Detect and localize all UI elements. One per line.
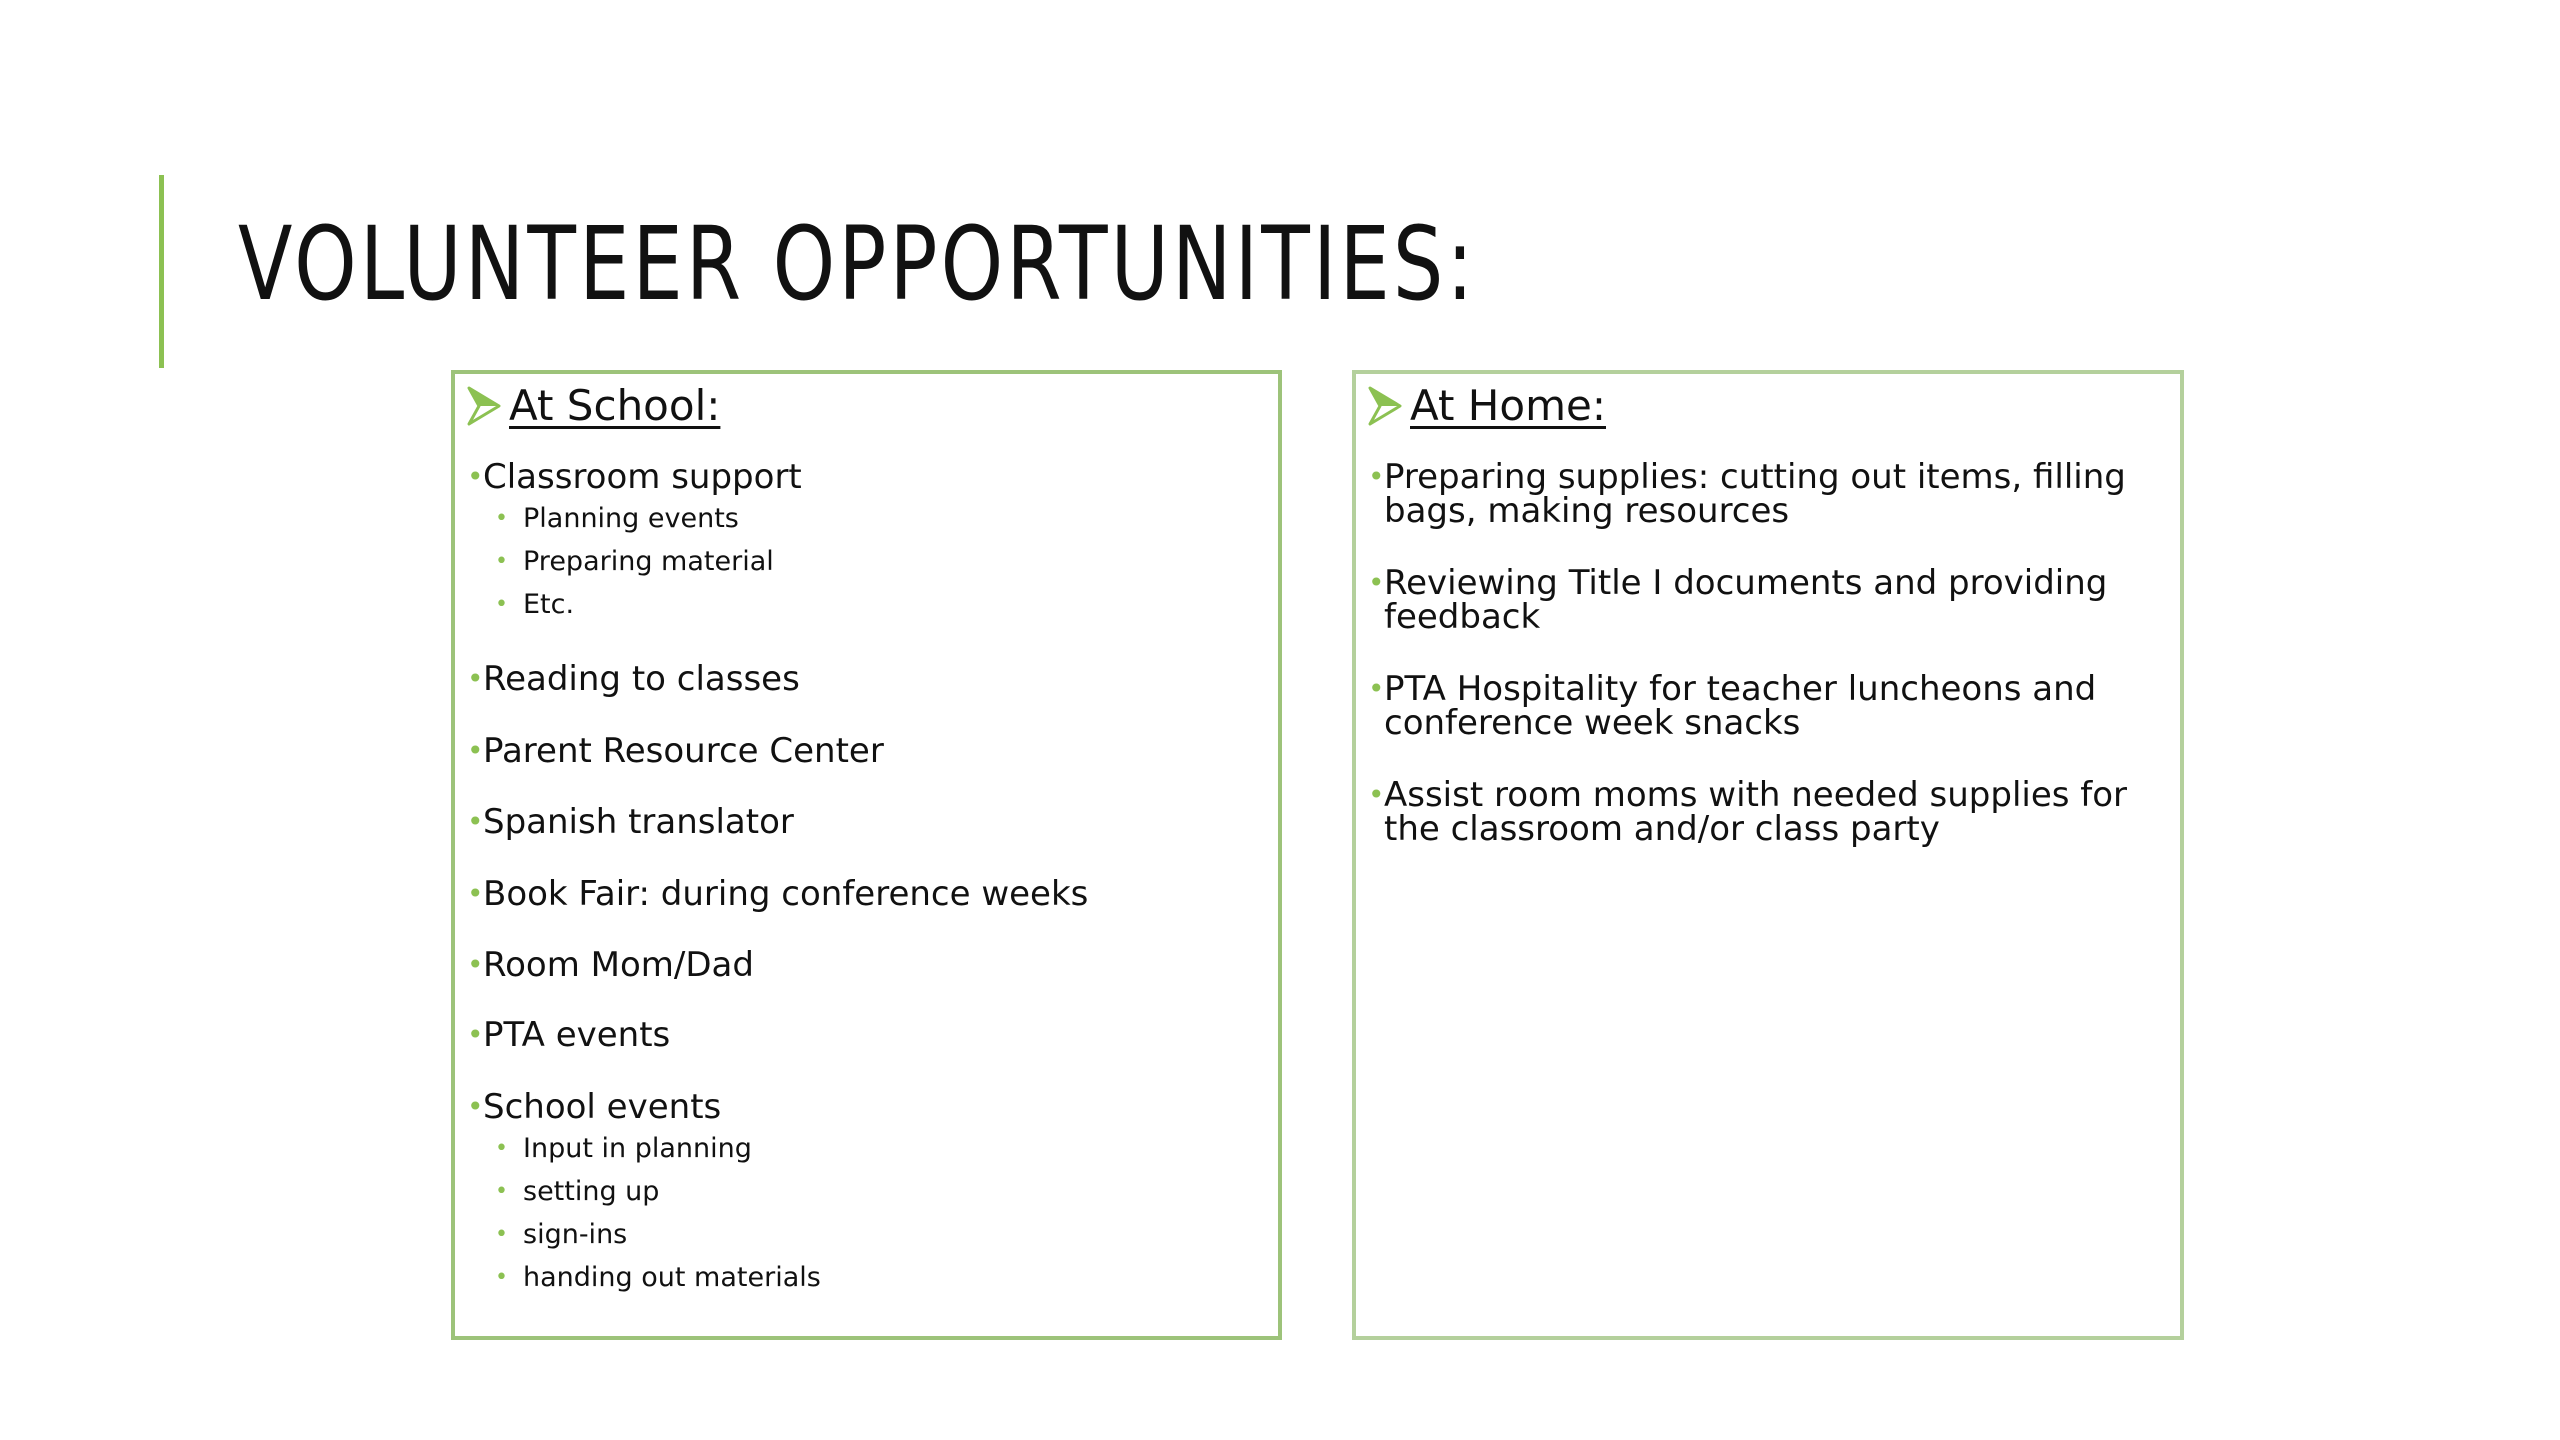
arrow-bullet-icon [1368, 386, 1402, 426]
bullet-dot-icon: • [467, 877, 484, 910]
bullet-dot-icon: • [467, 662, 484, 695]
at-school-title: At School: [509, 381, 721, 430]
bullet-dot-icon: • [467, 948, 484, 981]
bullet-dot-icon: • [1368, 566, 1385, 599]
slide-title: VOLUNTEER OPPORTUNITIES: [238, 205, 1477, 324]
sub-list-item: • handing out materials [495, 1262, 821, 1293]
list-item: • Reviewing Title I documents and providing feedback [1368, 563, 2108, 637]
bullet-dot-icon: • [467, 1018, 484, 1051]
bullet-dot-icon: • [467, 734, 484, 767]
bullet-dot-icon: • [1368, 672, 1385, 705]
list-item: • School events [467, 1087, 722, 1127]
arrow-bullet-icon [467, 386, 501, 426]
bullet-dot-icon: • [467, 1090, 484, 1123]
bullet-dot-icon: • [467, 805, 484, 838]
sub-list-item: • Input in planning [495, 1133, 752, 1164]
list-item: • Parent Resource Center [467, 731, 884, 771]
bullet-dot-icon: • [467, 460, 484, 493]
sub-list-item: • sign-ins [495, 1219, 628, 1250]
list-item: • Room Mom/Dad [467, 945, 754, 985]
bullet-dot-icon: • [495, 506, 508, 531]
sub-list-item: • Preparing material [495, 546, 774, 577]
bullet-dot-icon: • [1368, 778, 1385, 811]
at-home-header [1368, 378, 1606, 434]
at-school-header [467, 378, 720, 434]
list-item: • PTA Hospitality for teacher luncheons and conference week snacks [1368, 669, 2097, 743]
title-accent-bar [159, 175, 164, 368]
list-item: • Book Fair: during conference weeks [467, 874, 1089, 914]
sub-list-item: • setting up [495, 1176, 660, 1207]
sub-list-item: • Planning events [495, 503, 739, 534]
bullet-dot-icon: • [495, 592, 508, 617]
bullet-dot-icon: • [495, 1222, 508, 1247]
list-item: • Classroom support [467, 457, 802, 497]
bullet-dot-icon: • [495, 549, 508, 574]
at-school-box [451, 370, 1282, 1340]
bullet-dot-icon: • [495, 1136, 508, 1161]
at-home-box [1352, 370, 2184, 1340]
bullet-dot-icon: • [495, 1265, 508, 1290]
bullet-dot-icon: • [495, 1179, 508, 1204]
at-home-title: At Home: [1410, 381, 1606, 430]
list-item: • Reading to classes [467, 659, 800, 699]
list-item: • PTA events [467, 1015, 671, 1055]
list-item: • Preparing supplies: cutting out items, filling bags, making resources [1368, 457, 2126, 531]
list-item: • Assist room moms with needed supplies for the classroom and/or class party [1368, 775, 2128, 849]
list-item: • Spanish translator [467, 802, 794, 842]
sub-list-item: • Etc. [495, 589, 575, 620]
bullet-dot-icon: • [1368, 460, 1385, 493]
